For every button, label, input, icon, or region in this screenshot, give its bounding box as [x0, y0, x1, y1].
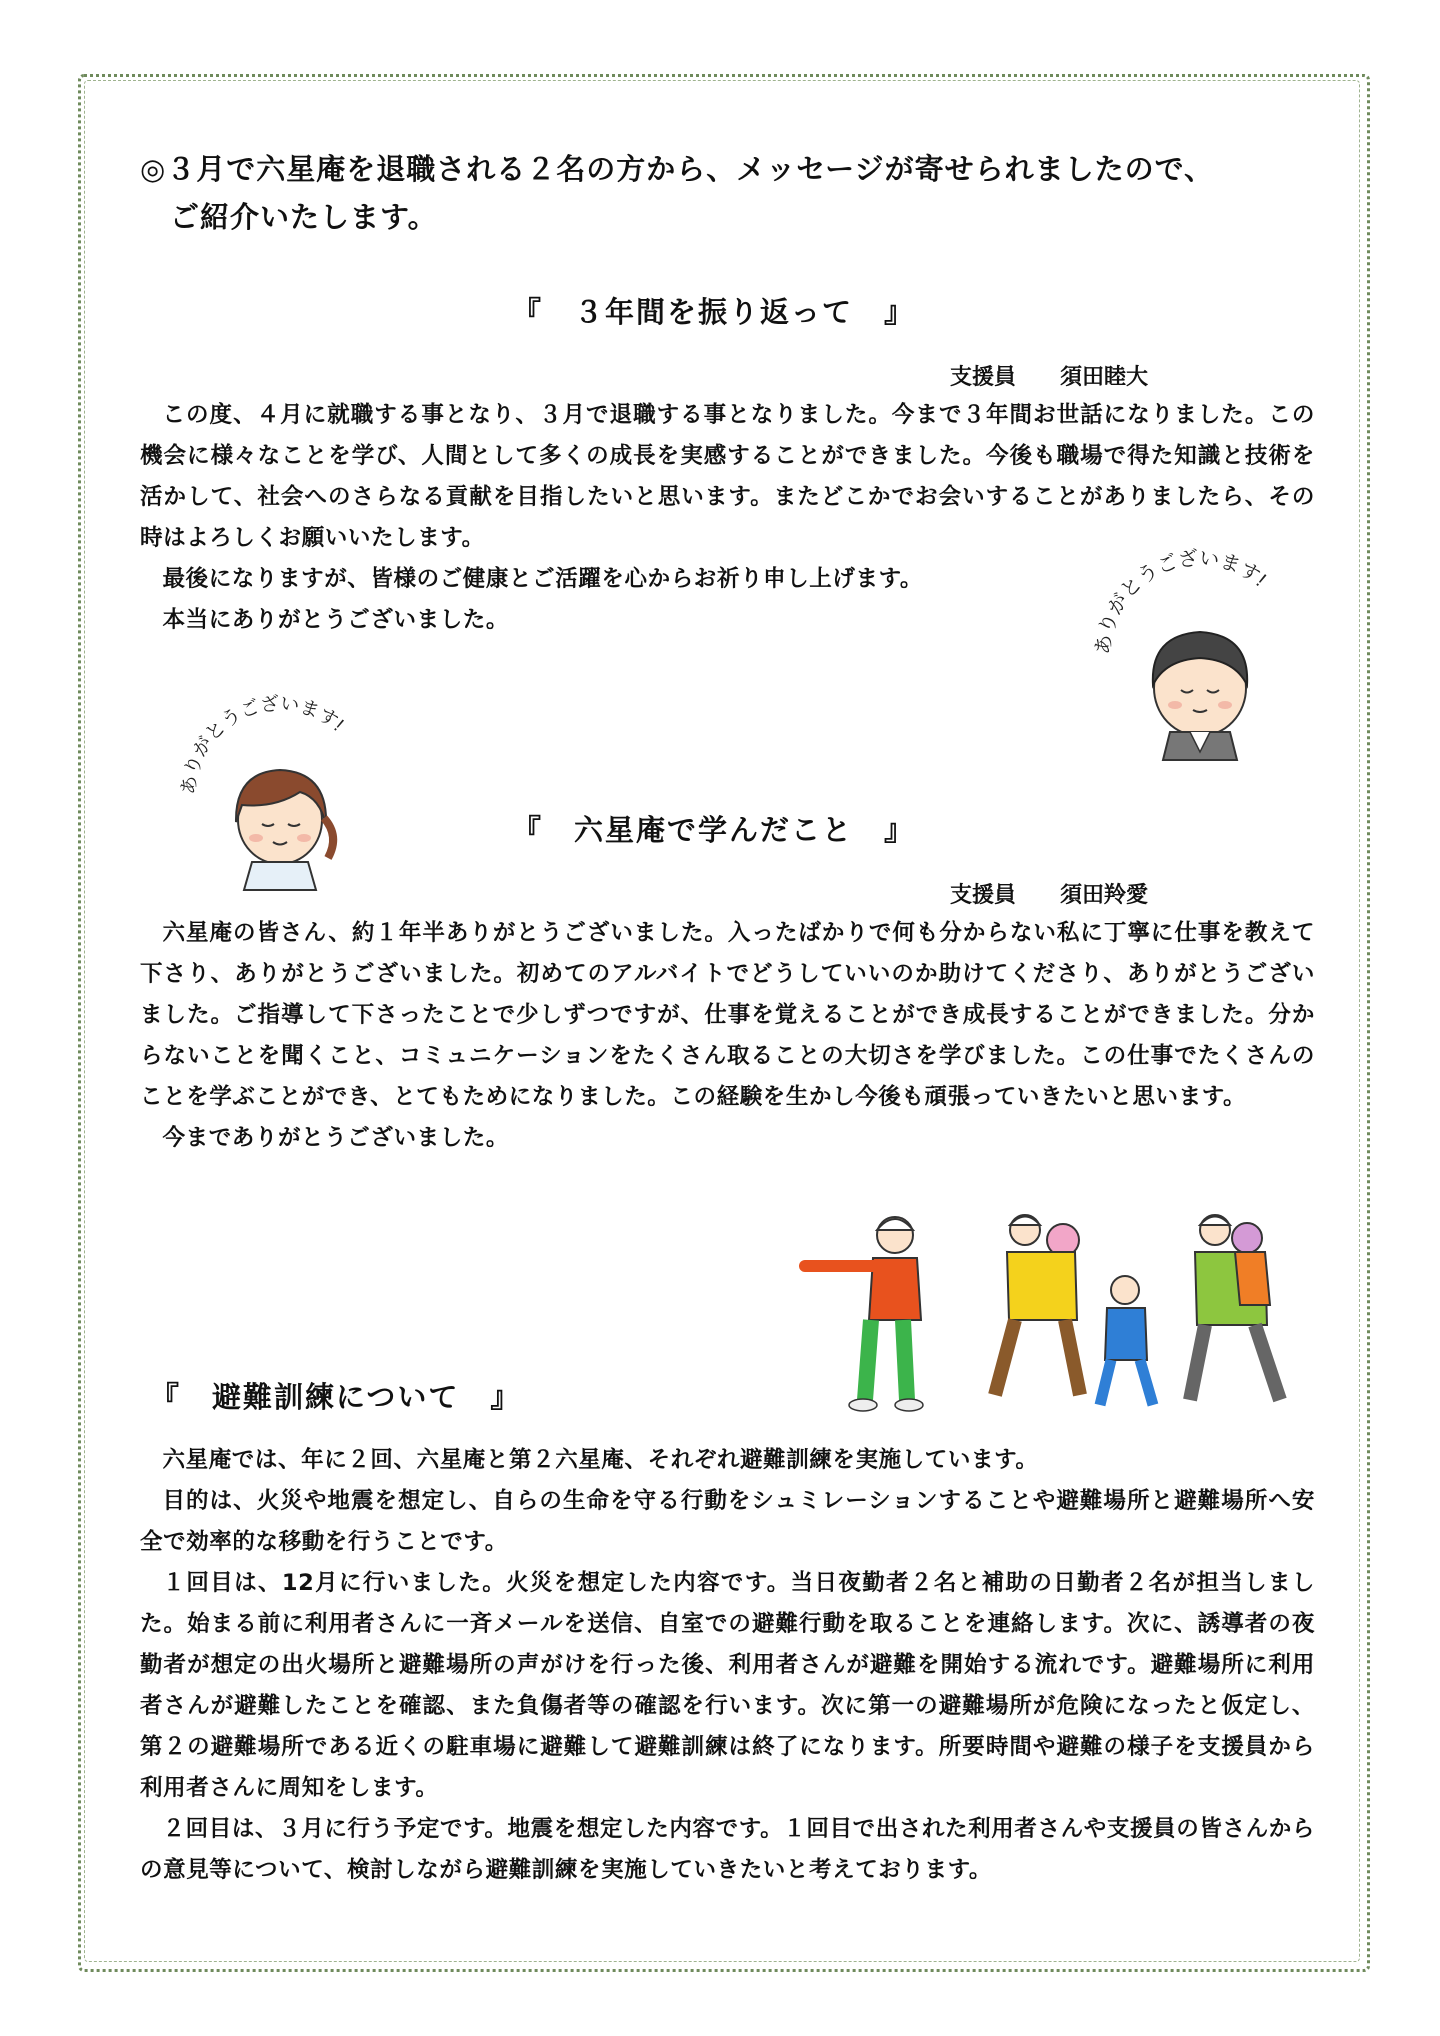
- evacuee-child: [1100, 1276, 1153, 1405]
- boy-thanks-illustration: [1085, 547, 1315, 760]
- guide-figure: [805, 1217, 923, 1411]
- section1-paragraph-3: 本当にありがとうございました。: [162, 607, 510, 633]
- section3-body: [140, 1440, 1315, 1891]
- girl-caption: ありがとうございます!: [178, 693, 348, 796]
- section2-paragraph-1: 六星庵の皆さん、約１年半ありがとうございました。入ったばかりで何も分からない私に丁寧に仕事を教えて下さり、ありがとうございました。初めてのアルバイトでどうしていいのか助けてくださり、ありがとうございました。ご指導して下さったことで少しずつですが、仕事を覚えることができ成長することができました。分からないことを聞くこと、コミュニケーションをたくさん取ることの大切さを学びました。この仕事でたくさんのことを学ぶことができ、とてもためになりました。この経験を生かし今後も頑張っていきたいと思います。: [140, 920, 1315, 1110]
- section2-body: [140, 913, 1315, 1159]
- intro-text: [140, 145, 1330, 241]
- section2-paragraph-2: 今までありがとうございました。: [162, 1125, 510, 1151]
- evacuation-drill-illustration: [795, 1200, 1315, 1420]
- section2-author: 支援員 須田羚愛: [950, 883, 1149, 908]
- section3-paragraph-2: 目的は、火災や地震を想定し、自らの生命を守る行動をシュミレーションすることや避難場所と避難場所へ安全で効率的な移動を行うことです。: [140, 1488, 1315, 1555]
- section1-author: 支援員 須田睦大: [950, 365, 1149, 390]
- section1-heading: 『 ３年間を振り返って 』: [512, 295, 916, 329]
- section3-paragraph-1: 六星庵では、年に２回、六星庵と第２六星庵、それぞれ避難訓練を実施しています。: [162, 1447, 1039, 1473]
- evacuee-figure-1: [995, 1215, 1080, 1395]
- intro-line-2: ご紹介いたします。: [170, 200, 438, 234]
- intro-line-1: ◎３月で六星庵を退職される２名の方から、メッセージが寄せられましたので、: [140, 152, 1214, 186]
- section3-paragraph-4: ２回目は、３月に行う予定です。地震を想定した内容です。１回目で出された利用者さんや支援員の皆さんからの意見等について、検討しながら避難訓練を実施していきたいと考えております。: [140, 1816, 1315, 1883]
- evacuee-figure-2: [1190, 1215, 1280, 1400]
- girl-thanks-illustration: [178, 693, 380, 890]
- section1-paragraph-1: この度、４月に就職する事となり、３月で退職する事となりました。今まで３年間お世話になりました。この機会に様々なことを学び、人間として多くの成長を実感することができました。今後も職場で得た知識と技術を活かして、社会へのさらなる貢献を目指したいと思います。またどこかでお会いすることがありましたら、その時はよろしくお願いいたします。: [140, 402, 1315, 551]
- section3-paragraph-3: １回目は、12月に行いました。火災を想定した内容です。当日夜勤者２名と補助の日勤者２名が担当しました。始まる前に利用者さんに一斉メールを送信、自室での避難行動を取ることを連絡します。次に、誘導者の夜勤者が想定の出火場所と避難場所の声がけを行った後、利用者さんが避難を開始する流れです。避難場所に利用者さんが避難したことを確認、また負傷者等の確認を行います。次に第一の避難場所が危険になったと仮定し、第２の避難場所である近くの駐車場に避難して避難訓練は終了になります。所要時間や避難の様子を支援員から利用者さんに周知をします。: [140, 1570, 1315, 1801]
- section1-paragraph-2: 最後になりますが、皆様のご健康とご活躍を心からお祈り申し上げます。: [162, 566, 924, 592]
- section3-heading: 『 避難訓練について 』: [150, 1380, 522, 1414]
- boy-caption: ありがとうございます!: [1092, 547, 1270, 656]
- section2-heading: 『 六星庵で学んだこと 』: [512, 813, 916, 847]
